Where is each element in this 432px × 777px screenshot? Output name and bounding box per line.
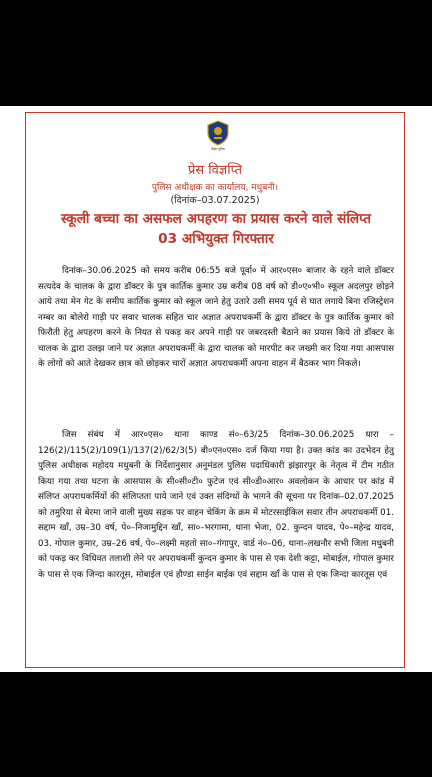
- document-page: [0, 106, 432, 672]
- headline-line-1: स्कूली बच्चा का असफल अपहरण का प्रयास करने वाले संलिप्त: [60, 211, 372, 227]
- bihar-police-emblem-icon: [206, 120, 230, 146]
- release-date: (दिनांक–03.07.2025): [170, 195, 260, 206]
- emblem-caption: बिहार पुलिस: [211, 147, 225, 151]
- body-paragraph-2: जिस संबंध में आर०एस० थाना काण्ड सं०–63/25 दिनांक–30.06.2025 धारा –126(2)/115(2)/109(1)/137(2)/62/3(5) बी०एन०एस० दर्ज किया गया है। उक्त कांड का उदभेदन हेतु पुलिस अधीक्षक महोदय मधुबनी के निर्देशानुसार अनुमंडल पुलिस पदाधिकारी झंझारपुर के नेतृत्व में टीम गठीत किया गया तथा घटना के आसपास के सी०सी०टी० फुटेज एवं सी०डी०आर० अवलोकन के आधार पर कांड में संलिप्त अपराधकर्मियों की संलिप्तता पाये जाने एवं उक्त संदिग्धों के भागने की सूचना पर दिनांक–02.07.2025 को तमुरिया से बेरमा जाने वाली मुख्य सड़क पर वाहन चेकिंग के क्रम में मोटरसाईकिल सवार तीन अपराधकर्मी 01. सद्दाम खाँ, उम्र–30 वर्ष, पे०–निजामुद्दिन खाँ, सा०–भरगामा, थाना भेजा, 02. कुन्दन यादव, पे०–महेन्द्र यादव, 03. गोपाल कुमार, उम्र–26 वर्ष, पे०–लक्ष्मी महतो सा०–गंगापुर, वार्ड नं०–06, थाना–लखनौर सभी जिला मधुबनी को पकड़ कर विधिवत तलाशी लेने पर अपराधकर्मी कुन्दन कुमार के पास से एक देशी कट्टा, मोबाईल, गोपाल कुमार के पास से एक जिन्दा कारतूस, मोबाईल एवं हौण्डा साईन बाईक एवं सद्दाम खाँ के पास से एक जिन्दा कारतूस एवं: [38, 430, 394, 580]
- press-release-title: प्रेस विज्ञप्ति: [187, 163, 243, 178]
- headline-line-2: 03 अभियुक्त गिरफ्तार: [158, 231, 274, 247]
- office-name: पुलिस अधीक्षक का कार्यालय, मधुबनी।: [151, 183, 279, 193]
- body-paragraph-1: दिनांक–30.06.2025 को समय करीब 06:55 बजे पूर्वा० में आर०एस० बाजार के रहने वाले डॉक्टर सत्यदेव के चालक के द्वारा डॉक्टर के पुत्र कार्तिक कुमार उम्र करीब 08 वर्ष को डी०ए०भी० स्कूल अदलपुर छोड़ने आये तथा मेन गेट के समीप कार्तिक कुमार को स्कूल जाने हेतु उतारे उसी समय पूर्व से घात लगाये बिना रजिस्ट्रेशन नम्बर का बोलेरो गाड़ी पर सवार चालक सहित चार अज्ञात अपराधकर्मी के द्वारा डॉक्टर के पुत्र कार्तिक कुमार को फिरौती हेतु अपहरण करने के नियत से पकड़ कर अपने गाड़ी पर जबरदस्ती बैठाने का प्रयास किये तो डॉक्टर के चालक के द्वारा उलझ जाने पर अज्ञात अपराधकर्मी के द्वारा चालक को मारपीट कर जख्मी कर दिया गया आसपास के लोगों को आते देखकर छात्र को छोड़कर चारों अज्ञात अपराधकर्मी अपना वाहन में बैठकर भाग निकले।: [38, 266, 394, 369]
